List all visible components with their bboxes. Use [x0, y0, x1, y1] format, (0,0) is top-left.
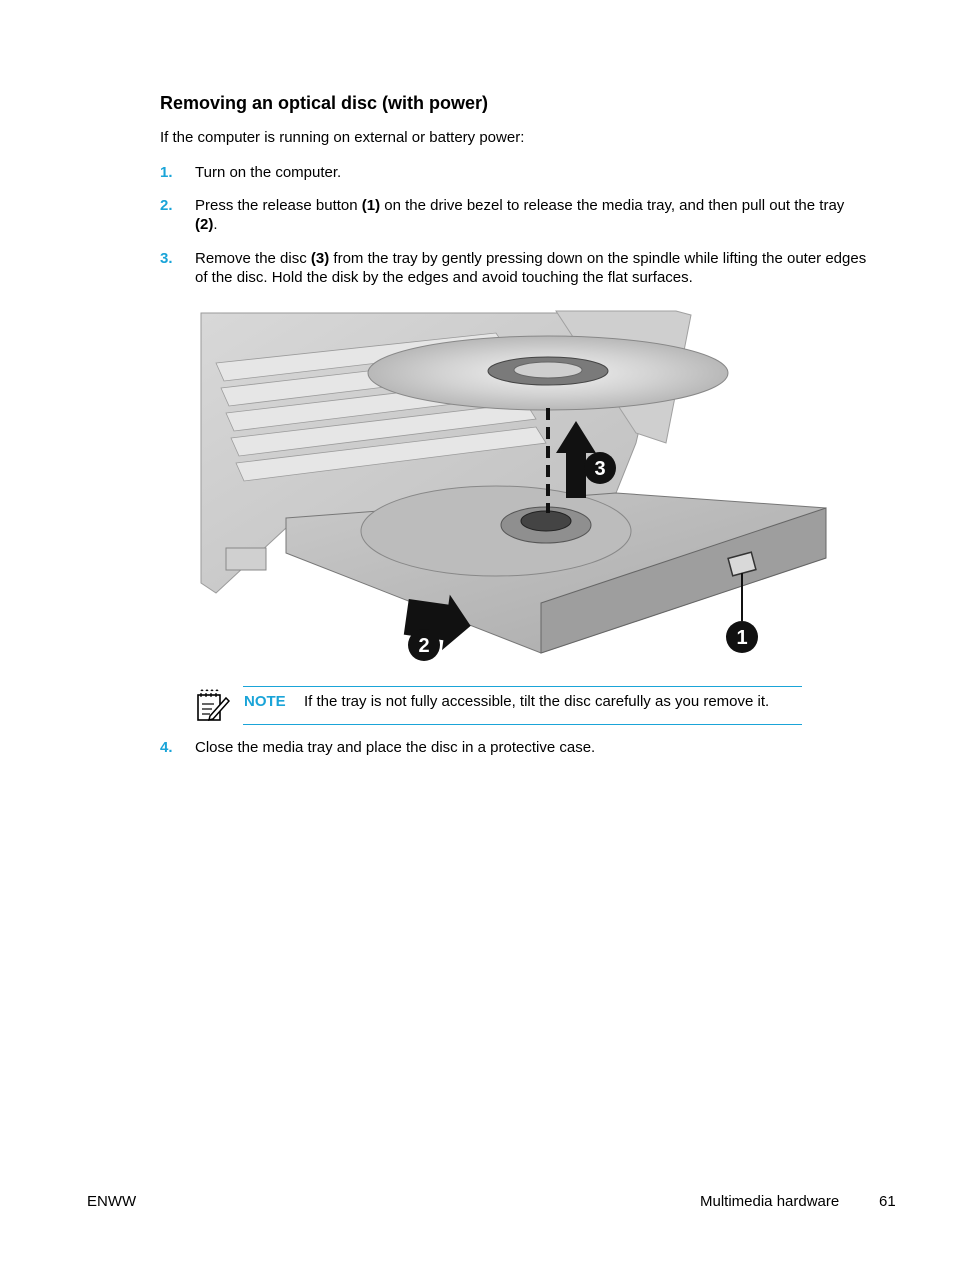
callout-3 [584, 452, 616, 484]
optical-drive-illustration [196, 303, 836, 663]
step-number: 3. [160, 250, 173, 267]
step-4 [160, 738, 870, 757]
step-text: Turn on the computer. [195, 164, 342, 181]
intro-paragraph: If the computer is running on external or battery power: [160, 129, 525, 146]
footer-section: Multimedia hardware [700, 1193, 840, 1210]
step-number: 4. [160, 739, 173, 756]
note-bottom-rule [243, 724, 802, 725]
footer-page-number: 61 [879, 1193, 896, 1210]
step-text: Press the release button (1) on the drive bezel to release the media tray, and then pull out the tray (2). [195, 197, 845, 233]
step-text: Remove the disc (3) from the tray by gently pressing down on the spindle while lifting the outer edges of the disc. Hold the disk by the edges and avoid touching the flat surfaces. [195, 250, 867, 286]
step-number: 2. [160, 197, 173, 214]
section-heading: Removing an optical disc (with power) [160, 93, 489, 113]
note-top-rule [243, 686, 802, 687]
svg-text:1: 1 [736, 627, 748, 649]
step-1 [160, 163, 870, 182]
note-pencil-icon [196, 688, 230, 722]
note-text: If the tray is not fully accessible, tilt the disc carefully as you remove it. [304, 693, 770, 710]
step-text: Close the media tray and place the disc in a protective case. [195, 739, 596, 756]
svg-text:2: 2 [418, 635, 430, 657]
step-2 [160, 196, 870, 234]
step-3 [160, 249, 870, 287]
note-label: NOTE [244, 693, 286, 710]
callout-1 [726, 621, 758, 653]
footer-left: ENWW [87, 1193, 137, 1210]
note-box [196, 686, 802, 726]
svg-text:3: 3 [594, 458, 606, 480]
callout-2 [408, 629, 440, 661]
step-number: 1. [160, 164, 173, 181]
